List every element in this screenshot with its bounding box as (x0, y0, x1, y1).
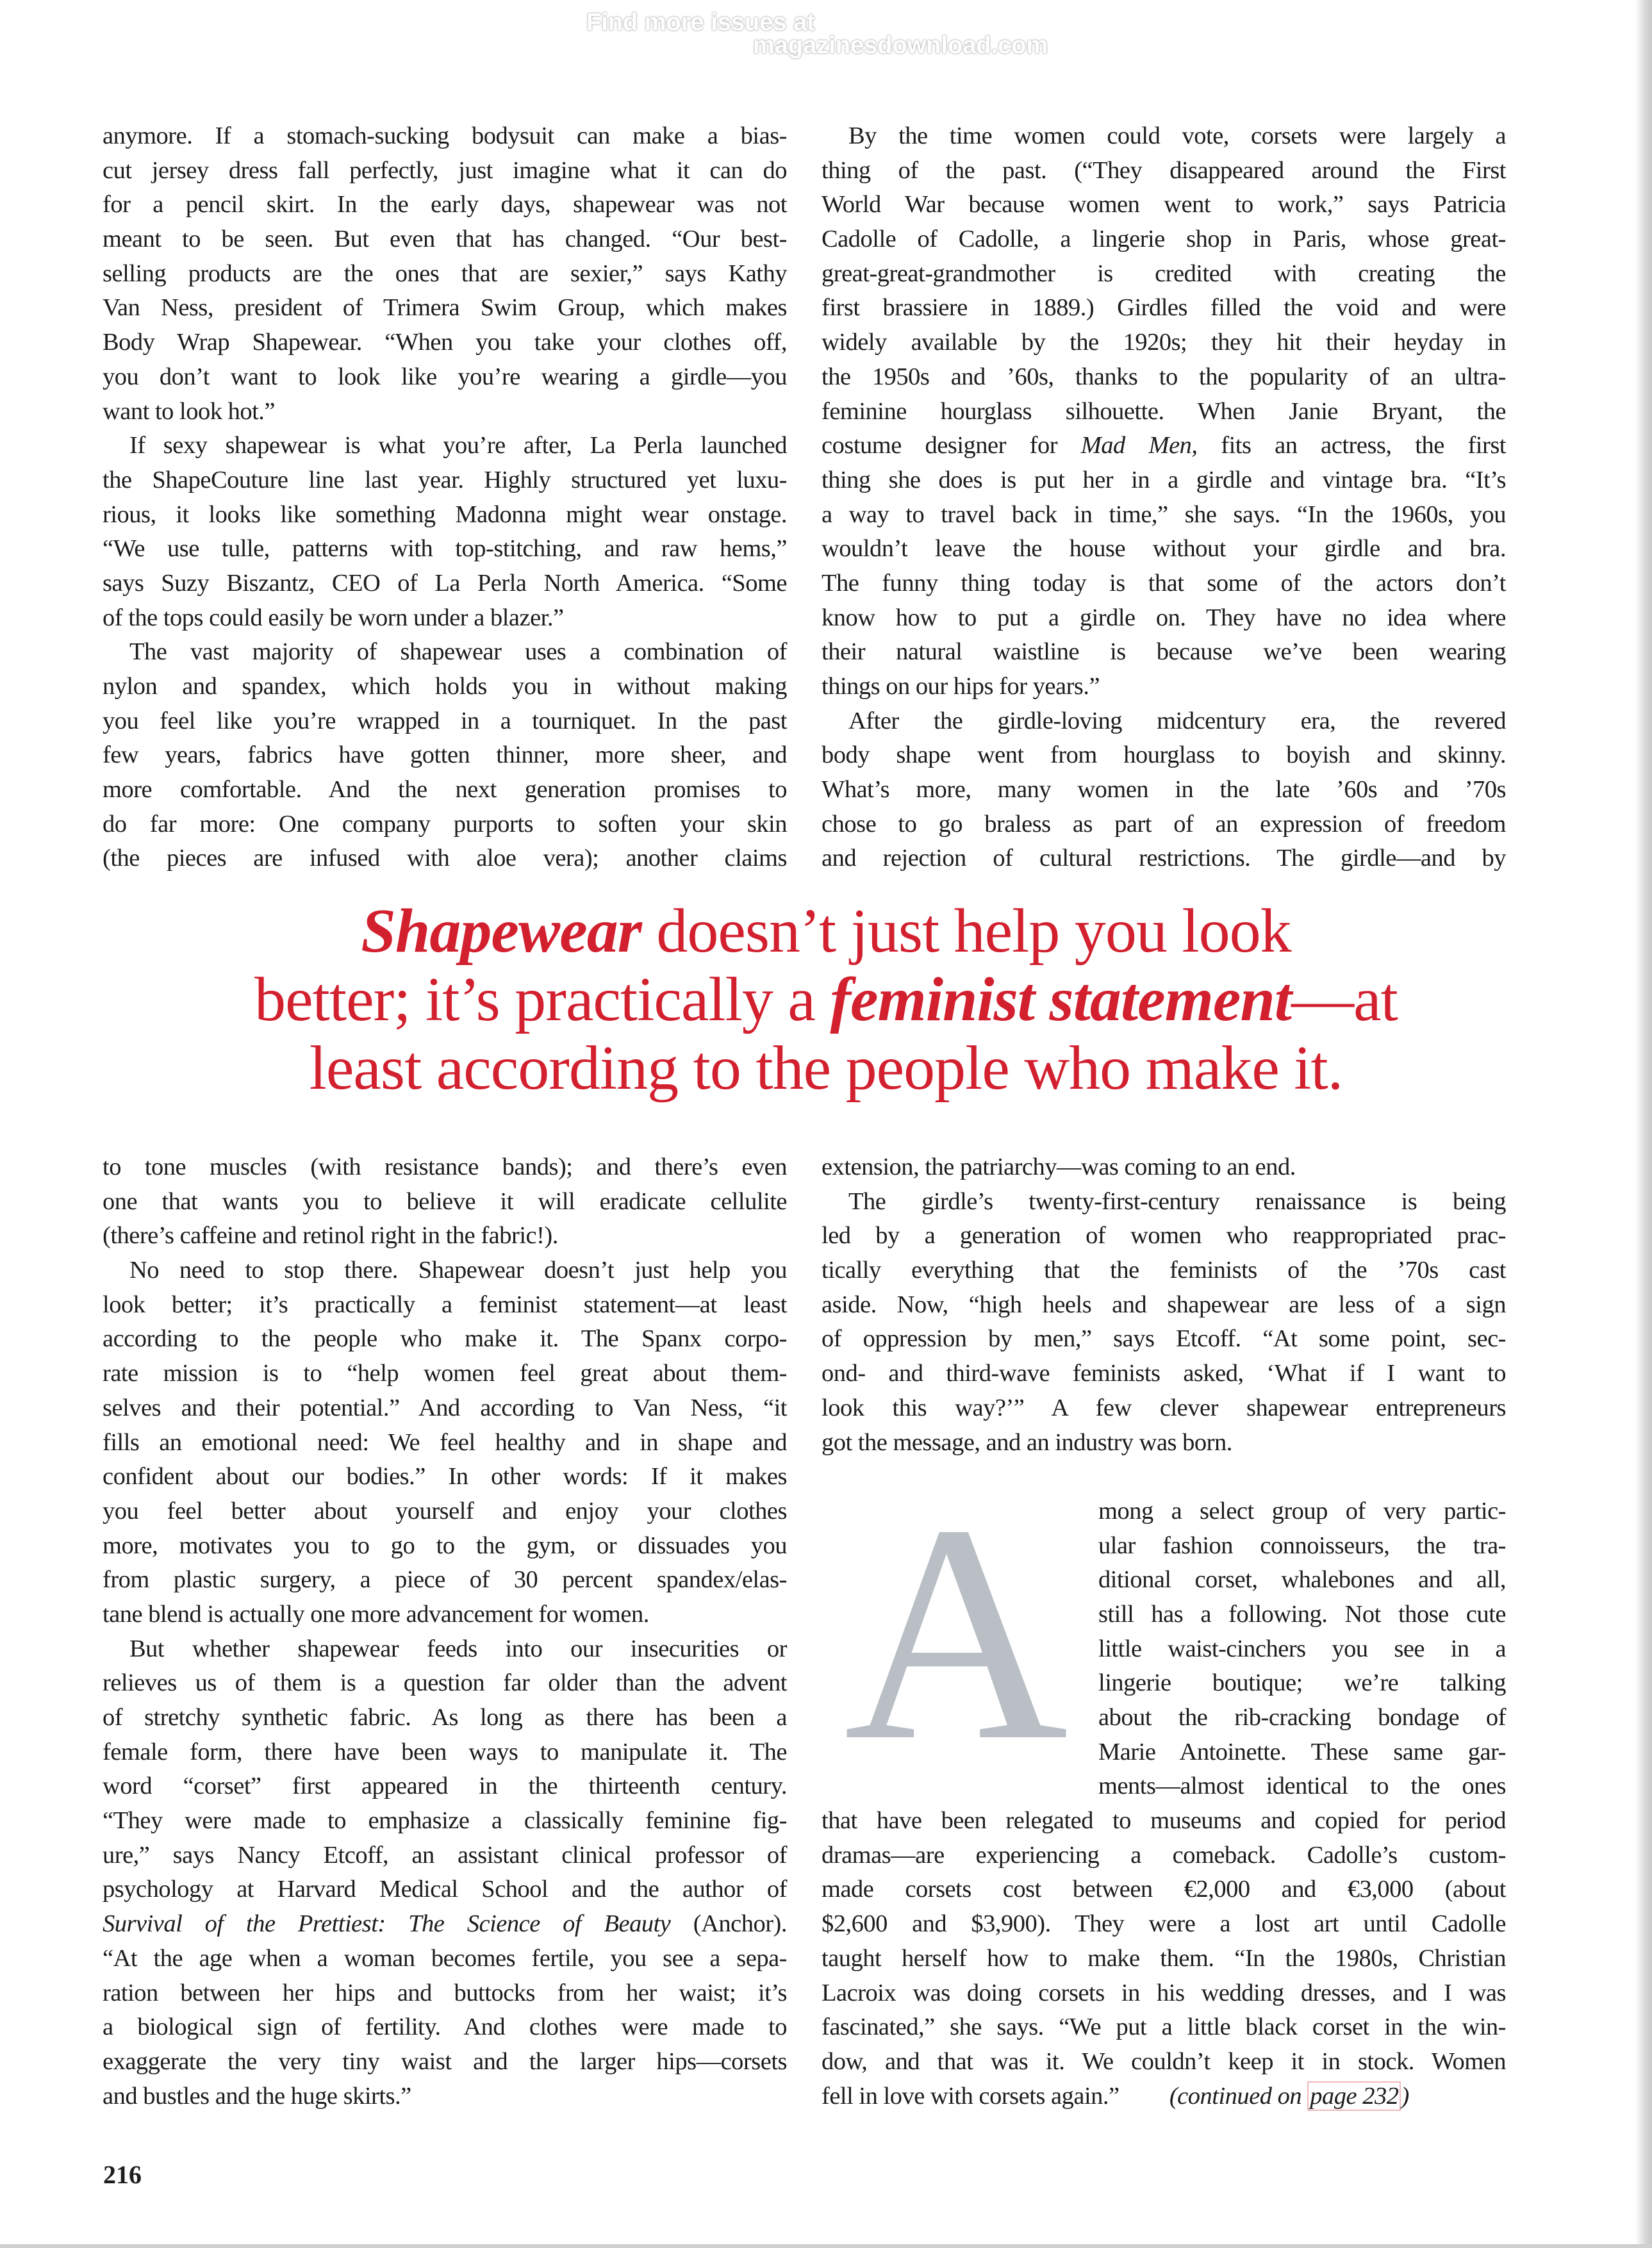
text-line: body shape went from hourglass to boyish and skinny. (822, 741, 1506, 769)
text-line: look this way?’” A few clever shapewear entrepreneurs (822, 1394, 1506, 1421)
text-line: you feel like you’re wrapped in a tourniquet. In the past (103, 707, 787, 734)
text-line: led by a generation of women who reappropriated prac- (822, 1222, 1506, 1250)
text-line: rate mission is to “help women feel great about them- (103, 1360, 787, 1387)
text-line: the 1950s and ’60s, thanks to the popularity of an ultra- (822, 363, 1506, 390)
pull-quote-text: better; it’s practically a (254, 965, 830, 1034)
pull-quote-text: least according to the people who make it. (309, 1034, 1343, 1103)
text-line: aside. Now, “high heels and shapewear are less of a sign (822, 1291, 1506, 1318)
text-line: (there’s caffeine and retinol right in the fabric!). (103, 1222, 558, 1250)
text-line: anymore. If a stomach-sucking bodysuit can make a bias- (103, 122, 787, 149)
text-line (822, 429, 1506, 463)
text-line: mong a select group of very partic- (1098, 1497, 1506, 1525)
text-line: ditional corset, whalebones and all, (1098, 1566, 1506, 1594)
text-line: “We use tulle, patterns with top-stitching, and raw hems,” (103, 535, 787, 563)
text-line: look better; it’s practically a feminist statement—at least (103, 1291, 787, 1318)
text-line: nylon and spandex, which holds you in without making (103, 673, 787, 700)
text-line: and rejection of cultural restrictions. The girdle—and by (822, 845, 1506, 872)
paragraphs-before-dropcap (822, 1150, 1506, 1460)
text-line: word “corset” first appeared in the thirteenth century. (103, 1773, 787, 1800)
text-line: the ShapeCouture line last year. Highly structured yet luxu- (103, 466, 787, 493)
text-line: and bustles and the huge skirts.” (103, 2082, 411, 2110)
text-line: “At the age when a woman becomes fertile, you see a sepa- (103, 1944, 787, 1972)
page-number: 216 (103, 2160, 142, 2189)
text-line: thing of the past. (“They disappeared around the First (822, 156, 1506, 184)
text-line: Lacroix was doing corsets in his wedding dresses, and I was (822, 1979, 1506, 2006)
text-line: exaggerate the very tiny waist and the larger hips—corsets (103, 2047, 787, 2075)
text-line: according to the people who make it. The Spanx corpo- (103, 1325, 787, 1353)
text-line: want to look hot.” (103, 397, 276, 425)
text-span: costume designer for (822, 432, 1081, 459)
italic-title: Survival of the Prettiest: The Science of Beauty (103, 1910, 671, 1938)
text-line: first brassiere in 1889.) Girdles filled the void and were (822, 294, 1506, 322)
text-line: selves and their potential.” And according to Van Ness, “it (103, 1394, 787, 1421)
italic-title: Mad Men, (1080, 432, 1198, 459)
text-line: rious, it looks like something Madonna might wear onstage. (103, 500, 787, 528)
text-line: fascinated,” she says. “We put a little black corset in the win- (822, 2013, 1506, 2041)
text-line: about the rib-cracking bondage of (1098, 1704, 1506, 1731)
text-line: $2,600 and $3,900). They were a lost art until Cadolle (822, 1910, 1506, 1938)
text-line: cut jersey dress fall perfectly, just imagine what it can do (103, 156, 787, 184)
text-line: of stretchy synthetic fabric. As long as there has been a (103, 1704, 787, 1731)
text-line: relieves us of them is a question far older than the advent (103, 1669, 787, 1697)
text-line: If sexy shapewear is what you’re after, La Perla launched (129, 432, 787, 459)
text-line: one that wants you to believe it will eradicate cellulite (103, 1187, 787, 1215)
text-line: “They were made to emphasize a classically feminine fig- (103, 1807, 787, 1835)
text-line: What’s more, many women in the late ’60s and ’70s (822, 776, 1506, 804)
text-line: you don’t want to look like you’re wearing a girdle—you (103, 363, 787, 390)
column-top-right (822, 119, 1506, 876)
text-line: that have been relegated to museums and copied for period (822, 1807, 1506, 1835)
text-line: a biological sign of fertility. And clothes were made to (103, 2013, 787, 2041)
text-span: fits an actress, the first (1197, 432, 1507, 459)
text-line: ration between her hips and buttocks from her waist; it’s (103, 1979, 787, 2006)
column-top-left (103, 119, 787, 876)
text-line: more, motivates you to go to the gym, or dissuades you (103, 1532, 787, 1559)
text-line: The funny thing today is that some of the actors don’t (822, 569, 1506, 597)
pull-quote-line (0, 897, 1652, 966)
text-line: do far more: One company purports to soften your skin (103, 810, 787, 838)
text-line: The vast majority of shapewear uses a combination of (129, 638, 787, 666)
watermark (0, 5, 1652, 63)
text-line: After the girdle-loving midcentury era, the revered (848, 707, 1506, 734)
closing-text: fell in love with corsets again.” (822, 2082, 1119, 2110)
text-line: World War because women went to work,” says Patricia (822, 191, 1506, 219)
pull-quote-line (0, 966, 1652, 1034)
text-line: ond- and third-wave feminists asked, ‘What if I want to (822, 1360, 1506, 1387)
continued-suffix: ) (1401, 2082, 1409, 2110)
text-line (103, 1907, 787, 1942)
text-line: still has a following. Not those cute (1098, 1600, 1506, 1628)
continued-page-link[interactable]: page 232 (1307, 2081, 1401, 2111)
pull-quote-emphasis: Shapewear (361, 897, 641, 966)
text-line: ments—almost identical to the ones (1098, 1773, 1506, 1800)
text-line: meant to be seen. But even that has changed. “Our best- (103, 226, 787, 253)
text-line: dramas—are experiencing a comeback. Cadolle’s custom- (822, 1841, 1506, 1869)
text-line: their natural waistline is because we’ve been wearing (822, 638, 1506, 666)
text-line: ular fashion connoisseurs, the tra- (1098, 1532, 1506, 1559)
text-line: taught herself how to make them. “In the 1980s, Christian (822, 1944, 1506, 1972)
text-line: things on our hips for years.” (822, 673, 1100, 700)
text-line: you feel better about yourself and enjoy your clothes (103, 1497, 787, 1525)
dropcap-following-text (822, 1804, 1506, 2079)
watermark-line-2: magazinesdownload.com (753, 32, 1048, 59)
text-line: extension, the patriarchy—was coming to an end. (822, 1153, 1296, 1180)
text-line: female form, there have been ways to manipulate it. The (103, 1738, 787, 1765)
pull-quote-text: doesn’t just help you look (641, 897, 1291, 966)
text-line: to tone muscles (with resistance bands); and there’s even (103, 1153, 787, 1180)
text-line: psychology at Harvard Medical School and the author of (103, 1876, 787, 1903)
text-line: Marie Antoinette. These same gar- (1098, 1738, 1506, 1765)
drop-cap: A (843, 1460, 1069, 1805)
pull-quote-line (0, 1034, 1652, 1103)
text-line: says Suzy Biszantz, CEO of La Perla North America. “Some (103, 569, 787, 597)
closing-line (822, 2079, 1506, 2114)
text-line: great-great-grandmother is credited with creating the (822, 260, 1506, 287)
text-line: ure,” says Nancy Etcoff, an assistant clinical professor of (103, 1841, 787, 1869)
text-line: widely available by the 1920s; they hit their heyday in (822, 329, 1506, 356)
continued-prefix: (continued on (1169, 2082, 1308, 2110)
pull-quote-emphasis: feminist statement (830, 965, 1292, 1034)
page-edge-right (1635, 0, 1652, 2248)
text-line: fills an emotional need: We feel healthy and in shape and (103, 1428, 787, 1456)
text-line: made corsets cost between €2,000 and €3,000 (about (822, 1876, 1506, 1903)
text-line: few years, fabrics have gotten thinner, more sheer, and (103, 741, 787, 769)
text-line: Van Ness, president of Trimera Swim Group, which makes (103, 294, 787, 322)
text-line: Body Wrap Shapewear. “When you take your clothes off, (103, 329, 787, 356)
pull-quote-text: —at (1291, 965, 1398, 1034)
text-line: Cadolle of Cadolle, a lingerie shop in Paris, whose great- (822, 226, 1506, 253)
text-line: lingerie boutique; we’re talking (1098, 1669, 1506, 1697)
text-line: But whether shapewear feeds into our insecurities or (129, 1635, 787, 1662)
text-line: of oppression by men,” says Etcoff. “At some point, sec- (822, 1325, 1506, 1353)
text-line: The girdle’s twenty-first-century renaissance is being (848, 1187, 1506, 1215)
text-line: tically everything that the feminists of the ’70s cast (822, 1257, 1506, 1284)
page-edge-bottom (0, 2244, 1652, 2248)
text-line: more comfortable. And the next generation promises to (103, 776, 787, 804)
pull-quote (0, 897, 1652, 1103)
text-line: selling products are the ones that are sexier,” says Kathy (103, 260, 787, 287)
text-line: got the message, and an industry was born. (822, 1428, 1232, 1456)
text-line: tane blend is actually one more advancement for women. (103, 1600, 649, 1628)
text-line: a way to travel back in time,” she says. “In the 1960s, you (822, 500, 1506, 528)
text-line: wouldn’t leave the house without your girdle and bra. (822, 535, 1506, 563)
text-line: from plastic surgery, a piece of 30 percent spandex/elas- (103, 1566, 787, 1594)
text-line: little waist-cinchers you see in a (1098, 1635, 1506, 1662)
text-line: of the tops could easily be worn under a blazer.” (103, 604, 564, 631)
text-line: chose to go braless as part of an expression of freedom (822, 810, 1506, 838)
column-bottom-left (103, 1150, 787, 2113)
text-line: dow, and that was it. We couldn’t keep it in stock. Women (822, 2047, 1506, 2075)
text-line: feminine hourglass silhouette. When Janie Bryant, the (822, 397, 1506, 425)
text-span: (Anchor). (670, 1910, 787, 1938)
text-line: No need to stop there. Shapewear doesn’t just help you (129, 1257, 787, 1284)
text-line: know how to put a girdle on. They have no idea where (822, 604, 1506, 631)
text-line: thing she does is put her in a girdle and vintage bra. “It’s (822, 466, 1506, 493)
text-line: confident about our bodies.” In other words: If it makes (103, 1463, 787, 1491)
watermark-line-1: Find more issues at (586, 9, 815, 36)
text-line: By the time women could vote, corsets were largely a (848, 122, 1506, 149)
text-line: (the pieces are infused with aloe vera); another claims (103, 845, 787, 872)
text-line: for a pencil skirt. In the early days, shapewear was not (103, 191, 787, 219)
